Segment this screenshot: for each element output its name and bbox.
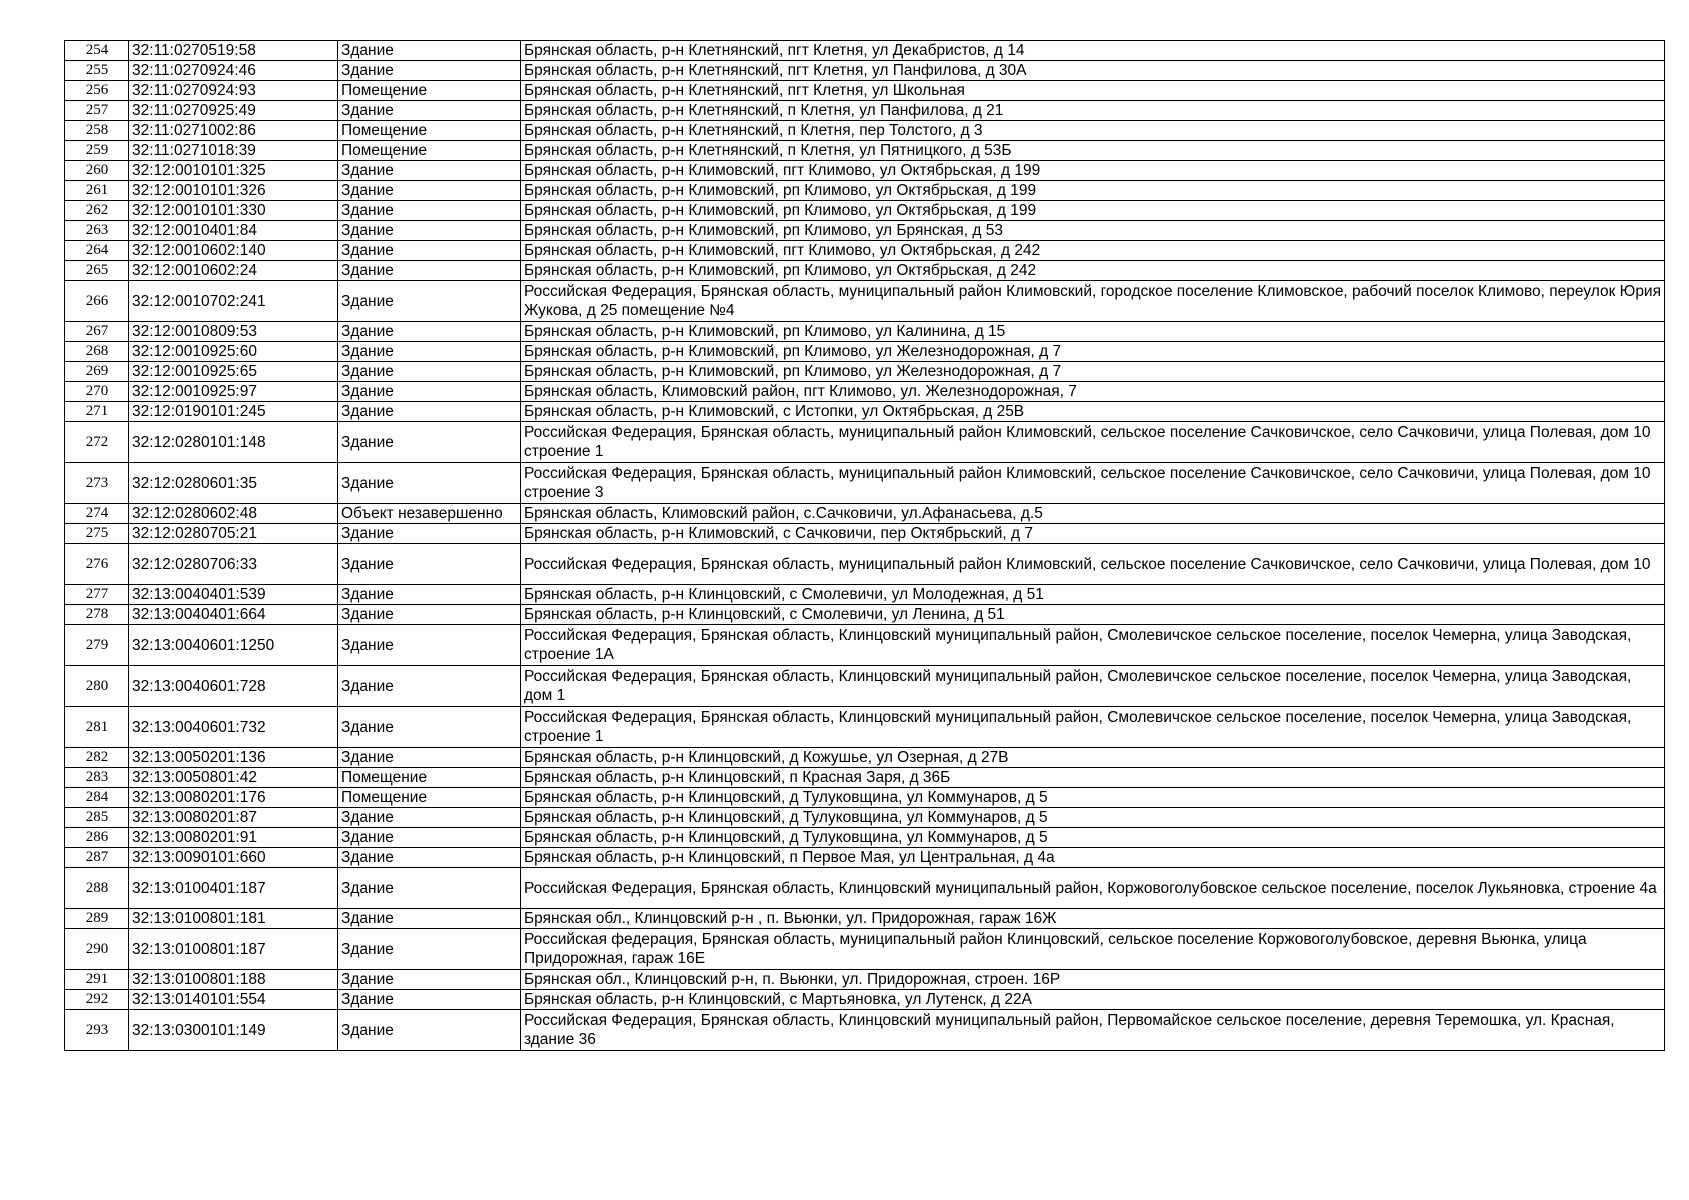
- registry-table-body: [65, 41, 1665, 1051]
- object-type-cell: Здание: [338, 101, 521, 121]
- address-cell: Брянская область, р-н Клетнянский, п Клетня, ул Панфилова, д 21: [521, 101, 1665, 121]
- cadastral-number-cell: 32:12:0010809:53: [129, 322, 338, 342]
- object-type-cell: Помещение: [338, 768, 521, 788]
- row-number-cell: 269: [65, 362, 129, 382]
- row-number-cell: 276: [65, 544, 129, 585]
- cadastral-number-cell: 32:12:0010925:97: [129, 382, 338, 402]
- cadastral-number-cell: 32:13:0100801:188: [129, 970, 338, 990]
- object-type-cell: Здание: [338, 382, 521, 402]
- table-row: [65, 81, 1665, 101]
- address-cell: Брянская область, р-н Клинцовский, п Красная Заря, д 36Б: [521, 768, 1665, 788]
- cadastral-number-cell: 32:12:0010925:65: [129, 362, 338, 382]
- table-row: [65, 61, 1665, 81]
- object-type-cell: Здание: [338, 342, 521, 362]
- row-number-cell: 291: [65, 970, 129, 990]
- address-cell: Брянская область, р-н Климовский, рп Климово, ул Железнодорожная, д 7: [521, 362, 1665, 382]
- row-number-cell: 265: [65, 261, 129, 281]
- property-registry-table: [64, 40, 1665, 1051]
- row-number-cell: 290: [65, 929, 129, 970]
- table-row: [65, 585, 1665, 605]
- cadastral-number-cell: 32:13:0040401:664: [129, 605, 338, 625]
- row-number-cell: 257: [65, 101, 129, 121]
- object-type-cell: Здание: [338, 524, 521, 544]
- row-number-cell: 287: [65, 848, 129, 868]
- address-cell: Российская Федерация, Брянская область, Клинцовский муниципальный район, Первомайское сельское поселение, деревня Теремошка, ул. Красная, здание 36: [521, 1010, 1665, 1051]
- table-row: [65, 221, 1665, 241]
- table-row: [65, 544, 1665, 585]
- table-row: [65, 625, 1665, 666]
- row-number-cell: 277: [65, 585, 129, 605]
- object-type-cell: Здание: [338, 707, 521, 748]
- table-row: [65, 141, 1665, 161]
- object-type-cell: Здание: [338, 1010, 521, 1051]
- cadastral-number-cell: 32:12:0280101:148: [129, 422, 338, 463]
- address-cell: Брянская область, р-н Климовский, рп Климово, ул Брянская, д 53: [521, 221, 1665, 241]
- cadastral-number-cell: 32:11:0271002:86: [129, 121, 338, 141]
- cadastral-number-cell: 32:11:0270519:58: [129, 41, 338, 61]
- address-cell: Брянская область, р-н Климовский, рп Климово, ул Железнодорожная, д 7: [521, 342, 1665, 362]
- document-page: [64, 40, 1664, 1051]
- row-number-cell: 258: [65, 121, 129, 141]
- row-number-cell: 288: [65, 868, 129, 909]
- object-type-cell: Здание: [338, 909, 521, 929]
- object-type-cell: Здание: [338, 970, 521, 990]
- table-row: [65, 241, 1665, 261]
- address-cell: Российская Федерация, Брянская область, муниципальный район Климовский, сельское поселение Сачковичское, село Сачковичи, улица Полевая, дом 10 строение 1: [521, 422, 1665, 463]
- cadastral-number-cell: 32:13:0050201:136: [129, 748, 338, 768]
- address-cell: Брянская область, р-н Клинцовский, д Тулуковщина, ул Коммунаров, д 5: [521, 828, 1665, 848]
- row-number-cell: 293: [65, 1010, 129, 1051]
- cadastral-number-cell: 32:12:0010401:84: [129, 221, 338, 241]
- object-type-cell: Здание: [338, 362, 521, 382]
- cadastral-number-cell: 32:13:0100801:187: [129, 929, 338, 970]
- address-cell: Брянская область, р-н Клинцовский, п Первое Мая, ул Центральная, д 4а: [521, 848, 1665, 868]
- address-cell: Российская федерация, Брянская область, муниципальный район Клинцовский, сельское поселение Коржовоголубовское, деревня Вьюнка, улица Придорожная, гараж 16Е: [521, 929, 1665, 970]
- table-row: [65, 524, 1665, 544]
- row-number-cell: 262: [65, 201, 129, 221]
- cadastral-number-cell: 32:13:0050801:42: [129, 768, 338, 788]
- address-cell: Брянская область, Климовский район, с.Сачковичи, ул.Афанасьева, д.5: [521, 504, 1665, 524]
- address-cell: Российская Федерация, Брянская область, Клинцовский муниципальный район, Коржовоголубовское сельское поселение, поселок Лукьяновка, строение 4а: [521, 868, 1665, 909]
- object-type-cell: Объект незавершенно: [338, 504, 521, 524]
- cadastral-number-cell: 32:13:0080201:176: [129, 788, 338, 808]
- table-row: [65, 261, 1665, 281]
- cadastral-number-cell: 32:13:0100801:181: [129, 909, 338, 929]
- object-type-cell: Помещение: [338, 788, 521, 808]
- object-type-cell: Здание: [338, 61, 521, 81]
- address-cell: Российская Федерация, Брянская область, Клинцовский муниципальный район, Смолевичское сельское поселение, поселок Чемерна, улица Заводская, дом 1: [521, 666, 1665, 707]
- cadastral-number-cell: 32:11:0270924:46: [129, 61, 338, 81]
- object-type-cell: Помещение: [338, 121, 521, 141]
- cadastral-number-cell: 32:13:0040601:732: [129, 707, 338, 748]
- cadastral-number-cell: 32:13:0040601:728: [129, 666, 338, 707]
- address-cell: Брянская область, р-н Клетнянский, пгт Клетня, ул Декабристов, д 14: [521, 41, 1665, 61]
- cadastral-number-cell: 32:13:0040401:539: [129, 585, 338, 605]
- address-cell: Брянская область, р-н Клетнянский, п Клетня, пер Толстого, д 3: [521, 121, 1665, 141]
- table-row: [65, 362, 1665, 382]
- cadastral-number-cell: 32:12:0190101:245: [129, 402, 338, 422]
- row-number-cell: 292: [65, 990, 129, 1010]
- table-row: [65, 342, 1665, 362]
- object-type-cell: Здание: [338, 181, 521, 201]
- cadastral-number-cell: 32:12:0010925:60: [129, 342, 338, 362]
- row-number-cell: 254: [65, 41, 129, 61]
- row-number-cell: 260: [65, 161, 129, 181]
- address-cell: Брянская область, р-н Климовский, рп Климово, ул Октябрьская, д 242: [521, 261, 1665, 281]
- address-cell: Брянская область, р-н Клинцовский, д Тулуковщина, ул Коммунаров, д 5: [521, 788, 1665, 808]
- table-row: [65, 504, 1665, 524]
- table-row: [65, 929, 1665, 970]
- row-number-cell: 274: [65, 504, 129, 524]
- cadastral-number-cell: 32:12:0010101:330: [129, 201, 338, 221]
- address-cell: Брянская область, р-н Клинцовский, с Смолевичи, ул Ленина, д 51: [521, 605, 1665, 625]
- table-row: [65, 808, 1665, 828]
- row-number-cell: 273: [65, 463, 129, 504]
- cadastral-number-cell: 32:11:0271018:39: [129, 141, 338, 161]
- cadastral-number-cell: 32:12:0010602:24: [129, 261, 338, 281]
- cadastral-number-cell: 32:12:0280602:48: [129, 504, 338, 524]
- table-row: [65, 828, 1665, 848]
- row-number-cell: 270: [65, 382, 129, 402]
- row-number-cell: 280: [65, 666, 129, 707]
- table-row: [65, 1010, 1665, 1051]
- row-number-cell: 278: [65, 605, 129, 625]
- object-type-cell: Здание: [338, 808, 521, 828]
- object-type-cell: Здание: [338, 161, 521, 181]
- table-row: [65, 707, 1665, 748]
- object-type-cell: Здание: [338, 605, 521, 625]
- address-cell: Брянская область, р-н Клетнянский, п Клетня, ул Пятницкого, д 53Б: [521, 141, 1665, 161]
- table-row: [65, 281, 1665, 322]
- address-cell: Брянская область, р-н Климовский, пгт Климово, ул Октябрьская, д 199: [521, 161, 1665, 181]
- row-number-cell: 289: [65, 909, 129, 929]
- address-cell: Брянская область, р-н Климовский, с Сачковичи, пер Октябрьский, д 7: [521, 524, 1665, 544]
- object-type-cell: Здание: [338, 585, 521, 605]
- object-type-cell: Здание: [338, 201, 521, 221]
- address-cell: Брянская область, р-н Клетнянский, пгт Клетня, ул Школьная: [521, 81, 1665, 101]
- table-row: [65, 382, 1665, 402]
- row-number-cell: 266: [65, 281, 129, 322]
- address-cell: Брянская область, р-н Климовский, рп Климово, ул Калинина, д 15: [521, 322, 1665, 342]
- row-number-cell: 281: [65, 707, 129, 748]
- object-type-cell: Здание: [338, 41, 521, 61]
- address-cell: Брянская область, р-н Клинцовский, д Кожушье, ул Озерная, д 27В: [521, 748, 1665, 768]
- cadastral-number-cell: 32:13:0080201:91: [129, 828, 338, 848]
- cadastral-number-cell: 32:13:0040601:1250: [129, 625, 338, 666]
- row-number-cell: 268: [65, 342, 129, 362]
- object-type-cell: Помещение: [338, 141, 521, 161]
- address-cell: Российская Федерация, Брянская область, муниципальный район Климовский, сельское поселение Сачковичское, село Сачковичи, улица Полевая, дом 10 строение 3: [521, 463, 1665, 504]
- object-type-cell: Здание: [338, 463, 521, 504]
- table-row: [65, 768, 1665, 788]
- table-row: [65, 990, 1665, 1010]
- object-type-cell: Здание: [338, 422, 521, 463]
- table-row: [65, 322, 1665, 342]
- address-cell: Российская Федерация, Брянская область, муниципальный район Климовский, городское поселение Климовское, рабочий поселок Климово, переулок Юрия Жукова, д 25 помещение №4: [521, 281, 1665, 322]
- row-number-cell: 261: [65, 181, 129, 201]
- cadastral-number-cell: 32:12:0010101:326: [129, 181, 338, 201]
- table-row: [65, 402, 1665, 422]
- row-number-cell: 272: [65, 422, 129, 463]
- table-row: [65, 161, 1665, 181]
- table-row: [65, 605, 1665, 625]
- cadastral-number-cell: 32:12:0010702:241: [129, 281, 338, 322]
- table-row: [65, 788, 1665, 808]
- table-row: [65, 101, 1665, 121]
- row-number-cell: 282: [65, 748, 129, 768]
- row-number-cell: 284: [65, 788, 129, 808]
- object-type-cell: Здание: [338, 221, 521, 241]
- object-type-cell: Здание: [338, 748, 521, 768]
- address-cell: Брянская область, р-н Климовский, с Истопки, ул Октябрьская, д 25В: [521, 402, 1665, 422]
- object-type-cell: Здание: [338, 544, 521, 585]
- address-cell: Брянская область, Климовский район, пгт Климово, ул. Железнодорожная, 7: [521, 382, 1665, 402]
- address-cell: Брянская область, р-н Клинцовский, с Мартьяновка, ул Лутенск, д 22А: [521, 990, 1665, 1010]
- table-row: [65, 970, 1665, 990]
- cadastral-number-cell: 32:13:0140101:554: [129, 990, 338, 1010]
- object-type-cell: Здание: [338, 625, 521, 666]
- cadastral-number-cell: 32:12:0280706:33: [129, 544, 338, 585]
- cadastral-number-cell: 32:11:0270924:93: [129, 81, 338, 101]
- cadastral-number-cell: 32:12:0010602:140: [129, 241, 338, 261]
- address-cell: Брянская область, р-н Климовский, рп Климово, ул Октябрьская, д 199: [521, 181, 1665, 201]
- address-cell: Российская Федерация, Брянская область, Клинцовский муниципальный район, Смолевичское сельское поселение, поселок Чемерна, улица Заводская, строение 1: [521, 707, 1665, 748]
- cadastral-number-cell: 32:11:0270925:49: [129, 101, 338, 121]
- row-number-cell: 283: [65, 768, 129, 788]
- row-number-cell: 263: [65, 221, 129, 241]
- address-cell: Брянская обл., Клинцовский р-н , п. Вьюнки, ул. Придорожная, гараж 16Ж: [521, 909, 1665, 929]
- table-row: [65, 201, 1665, 221]
- row-number-cell: 279: [65, 625, 129, 666]
- cadastral-number-cell: 32:13:0300101:149: [129, 1010, 338, 1051]
- table-row: [65, 868, 1665, 909]
- table-row: [65, 666, 1665, 707]
- row-number-cell: 255: [65, 61, 129, 81]
- row-number-cell: 264: [65, 241, 129, 261]
- table-row: [65, 848, 1665, 868]
- object-type-cell: Здание: [338, 868, 521, 909]
- table-row: [65, 422, 1665, 463]
- cadastral-number-cell: 32:13:0100401:187: [129, 868, 338, 909]
- table-row: [65, 181, 1665, 201]
- cadastral-number-cell: 32:13:0090101:660: [129, 848, 338, 868]
- object-type-cell: Здание: [338, 322, 521, 342]
- object-type-cell: Здание: [338, 848, 521, 868]
- table-row: [65, 41, 1665, 61]
- address-cell: Брянская обл., Клинцовский р-н, п. Вьюнки, ул. Придорожная, строен. 16Р: [521, 970, 1665, 990]
- cadastral-number-cell: 32:12:0010101:325: [129, 161, 338, 181]
- address-cell: Брянская область, р-н Клинцовский, с Смолевичи, ул Молодежная, д 51: [521, 585, 1665, 605]
- object-type-cell: Здание: [338, 828, 521, 848]
- object-type-cell: Здание: [338, 241, 521, 261]
- object-type-cell: Здание: [338, 281, 521, 322]
- object-type-cell: Помещение: [338, 81, 521, 101]
- cadastral-number-cell: 32:12:0280601:35: [129, 463, 338, 504]
- row-number-cell: 285: [65, 808, 129, 828]
- address-cell: Российская Федерация, Брянская область, муниципальный район Климовский, сельское поселение Сачковичское, село Сачковичи, улица Полевая, дом 10: [521, 544, 1665, 585]
- row-number-cell: 259: [65, 141, 129, 161]
- table-row: [65, 121, 1665, 141]
- cadastral-number-cell: 32:12:0280705:21: [129, 524, 338, 544]
- table-row: [65, 748, 1665, 768]
- address-cell: Брянская область, р-н Клетнянский, пгт Клетня, ул Панфилова, д 30А: [521, 61, 1665, 81]
- row-number-cell: 256: [65, 81, 129, 101]
- address-cell: Брянская область, р-н Климовский, пгт Климово, ул Октябрьская, д 242: [521, 241, 1665, 261]
- address-cell: Брянская область, р-н Клинцовский, д Тулуковщина, ул Коммунаров, д 5: [521, 808, 1665, 828]
- table-row: [65, 909, 1665, 929]
- row-number-cell: 271: [65, 402, 129, 422]
- row-number-cell: 286: [65, 828, 129, 848]
- address-cell: Российская Федерация, Брянская область, Клинцовский муниципальный район, Смолевичское сельское поселение, поселок Чемерна, улица Заводская, строение 1А: [521, 625, 1665, 666]
- table-row: [65, 463, 1665, 504]
- object-type-cell: Здание: [338, 666, 521, 707]
- object-type-cell: Здание: [338, 990, 521, 1010]
- object-type-cell: Здание: [338, 929, 521, 970]
- object-type-cell: Здание: [338, 402, 521, 422]
- cadastral-number-cell: 32:13:0080201:87: [129, 808, 338, 828]
- object-type-cell: Здание: [338, 261, 521, 281]
- row-number-cell: 267: [65, 322, 129, 342]
- address-cell: Брянская область, р-н Климовский, рп Климово, ул Октябрьская, д 199: [521, 201, 1665, 221]
- row-number-cell: 275: [65, 524, 129, 544]
